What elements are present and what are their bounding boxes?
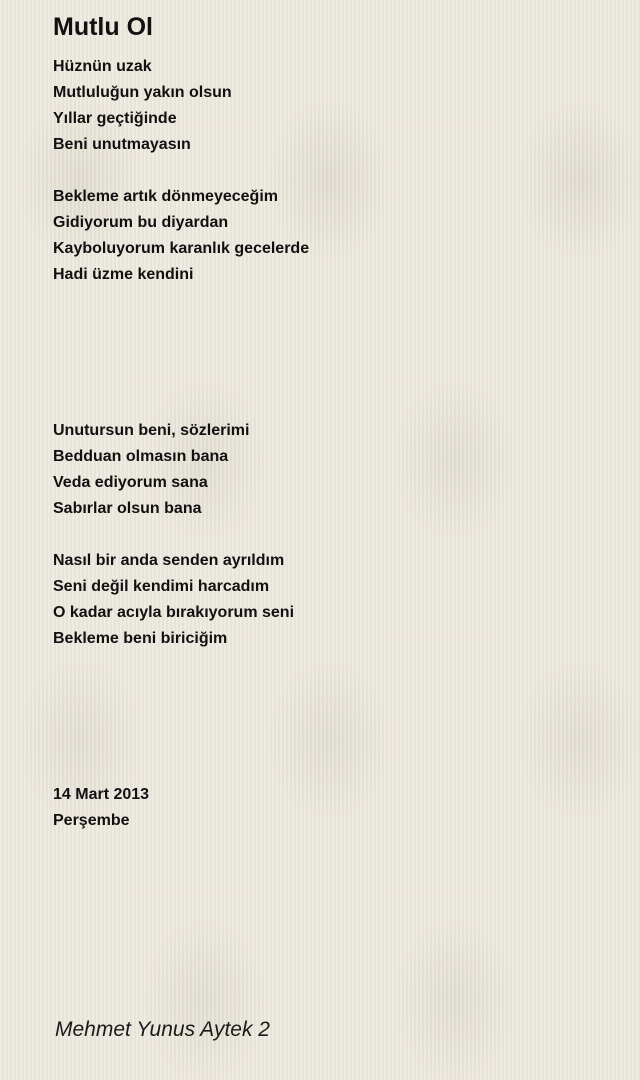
poem-line: Unutursun beni, sözlerimi (53, 422, 250, 439)
poem-date: 14 Mart 2013 (53, 786, 150, 803)
poem-line: Nasıl bir anda senden ayrıldım (53, 552, 285, 569)
poem-line: Sabırlar olsun bana (53, 500, 202, 517)
poem-line: Hadi üzme kendini (53, 266, 194, 283)
poem-line: Kayboluyorum karanlık gecelerde (53, 240, 310, 257)
author-name: Mehmet Yunus Aytek 2 (55, 1018, 270, 1041)
stanza-1 (53, 54, 613, 158)
poem-line: Hüznün uzak (53, 58, 152, 75)
poem-body (53, 54, 613, 834)
poem-line: Yıllar geçtiğinde (53, 110, 177, 127)
poem-line: Gidiyorum bu diyardan (53, 214, 229, 231)
poem-weekday: Perşembe (53, 812, 130, 829)
date-block (53, 782, 613, 834)
stanza-3 (53, 418, 613, 522)
poem-title: Mutlu Ol (53, 13, 153, 41)
poem-line: Beni unutmayasın (53, 136, 191, 153)
poem-line: Seni değil kendimi harcadım (53, 578, 270, 595)
poem-line: Veda ediyorum sana (53, 474, 208, 491)
poem-line: O kadar acıyla bırakıyorum seni (53, 604, 295, 621)
poem-line: Bekleme beni biriciğim (53, 630, 228, 647)
section-spacer (53, 652, 613, 782)
section-spacer (53, 288, 613, 418)
poem-line: Bedduan olmasın bana (53, 448, 229, 465)
stanza-4 (53, 548, 613, 652)
stanza-spacer (53, 158, 613, 184)
poem-line: Mutluluğun yakın olsun (53, 84, 232, 101)
stanza-2 (53, 184, 613, 288)
poem-page (53, 12, 613, 834)
stanza-spacer (53, 522, 613, 548)
poem-line: Bekleme artık dönmeyeceğim (53, 188, 278, 205)
